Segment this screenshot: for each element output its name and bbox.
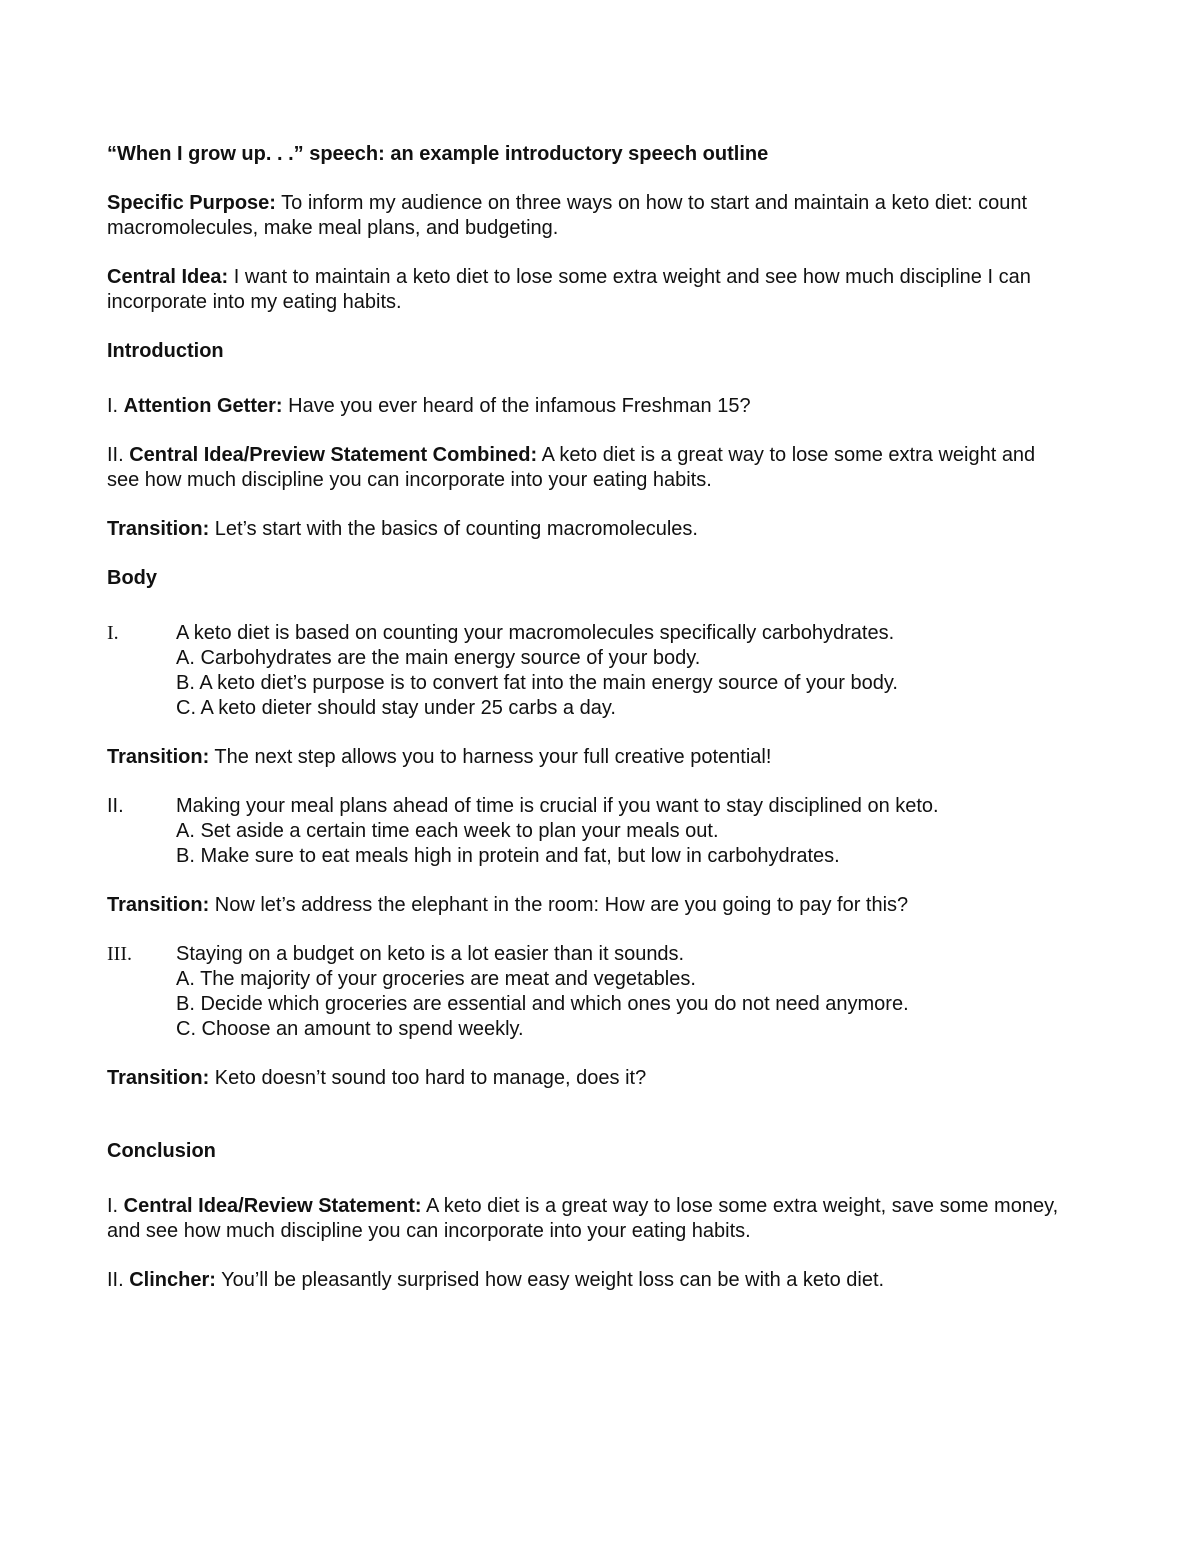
body-point-1-sub-c: C. A keto dieter should stay under 25 carbs a day.: [176, 697, 616, 719]
body-transition-1: [107, 745, 1067, 770]
body-transition-1-label: Transition:: [107, 746, 210, 768]
body-point-3-sub-a: A. The majority of your groceries are meat and vegetables.: [176, 968, 696, 990]
specific-purpose-label: Specific Purpose:: [107, 192, 276, 214]
body-transition-2-text: Now let’s address the elephant in the room: How are you going to pay for this?: [209, 894, 909, 916]
body-point-3-text: Staying on a budget on keto is a lot easier than it sounds.: [176, 943, 685, 965]
body-point-3-main: [107, 942, 1067, 967]
body-point-1-num: I.: [107, 622, 119, 644]
conclusion-item-2: [107, 1268, 1067, 1293]
body-point-2-text: Making your meal plans ahead of time is crucial if you want to stay disciplined on keto.: [176, 795, 939, 817]
intro-transition-text: Let’s start with the basics of counting macromolecules.: [209, 518, 698, 540]
body-point-2-main: [107, 794, 1067, 819]
conclusion-item-1-label: Central Idea/Review Statement:: [123, 1195, 422, 1217]
intro-item-1-num: I.: [107, 395, 124, 417]
central-idea-label: Central Idea:: [107, 266, 229, 288]
intro-item-2-label: Central Idea/Preview Statement Combined:: [129, 444, 538, 466]
conclusion-item-1: [107, 1194, 1067, 1244]
conclusion-heading: Conclusion: [107, 1140, 216, 1162]
central-idea-text: I want to maintain a keto diet to lose some extra weight and see how much discipline I can incorporate into my eating habits.: [107, 266, 1031, 313]
body-point-2-sub-a: A. Set aside a certain time each week to plan your meals out.: [176, 820, 719, 842]
body-point-1-sub-b: B. A keto diet’s purpose is to convert fat into the main energy source of your body.: [176, 672, 898, 694]
intro-item-2-text: A keto diet is a great way to lose some extra weight and see how much discipline you can incorporate into your eating habits.: [107, 444, 1036, 491]
document-page: [107, 142, 1067, 1317]
body-point-1: [107, 621, 1067, 721]
body-point-2: [107, 794, 1067, 869]
body-point-1-sub-a: A. Carbohydrates are the main energy source of your body.: [176, 647, 701, 669]
specific-purpose: [107, 191, 1067, 241]
body-transition-3: [107, 1066, 1067, 1091]
conclusion-item-1-text: A keto diet is a great way to lose some extra weight, save some money, and see how much discipline you can incorporate into your eating habits.: [107, 1195, 1059, 1242]
conclusion-item-2-label: Clincher:: [129, 1269, 216, 1291]
introduction-heading: Introduction: [107, 340, 224, 362]
body-point-2-sub-b: B. Make sure to eat meals high in protein and fat, but low in carbohydrates.: [176, 845, 840, 867]
conclusion-item-2-num: II.: [107, 1269, 130, 1291]
body-transition-3-label: Transition:: [107, 1067, 210, 1089]
intro-item-2: [107, 443, 1067, 493]
intro-transition-label: Transition:: [107, 518, 210, 540]
body-transition-1-text: The next step allows you to harness your full creative potential!: [209, 746, 772, 768]
intro-item-2-num: II.: [107, 444, 130, 466]
body-point-3-num: III.: [107, 943, 132, 965]
body-point-2-num: II.: [107, 795, 124, 817]
body-transition-2: [107, 893, 1067, 918]
body-heading: Body: [107, 567, 157, 589]
central-idea: [107, 265, 1067, 315]
specific-purpose-text: To inform my audience on three ways on how to start and maintain a keto diet: count macromolecules, make meal plans, and budgeting.: [107, 192, 1028, 239]
body-point-1-text: A keto diet is based on counting your macromolecules specifically carbohydrates.: [176, 622, 895, 644]
intro-item-1-label: Attention Getter:: [123, 395, 283, 417]
intro-item-1: [107, 394, 1067, 419]
body-transition-3-text: Keto doesn’t sound too hard to manage, does it?: [209, 1067, 647, 1089]
document-title: “When I grow up. . .” speech: an example introductory speech outline: [107, 143, 769, 165]
body-point-3: [107, 942, 1067, 1042]
conclusion-item-1-num: I.: [107, 1195, 124, 1217]
body-point-3-sub-c: C. Choose an amount to spend weekly.: [176, 1018, 524, 1040]
conclusion-item-2-text: You’ll be pleasantly surprised how easy weight loss can be with a keto diet.: [215, 1269, 885, 1291]
intro-transition: [107, 517, 1067, 542]
body-point-1-main: [107, 621, 1067, 646]
intro-item-1-text: Have you ever heard of the infamous Freshman 15?: [282, 395, 751, 417]
body-transition-2-label: Transition:: [107, 894, 210, 916]
body-point-3-sub-b: B. Decide which groceries are essential and which ones you do not need anymore.: [176, 993, 909, 1015]
